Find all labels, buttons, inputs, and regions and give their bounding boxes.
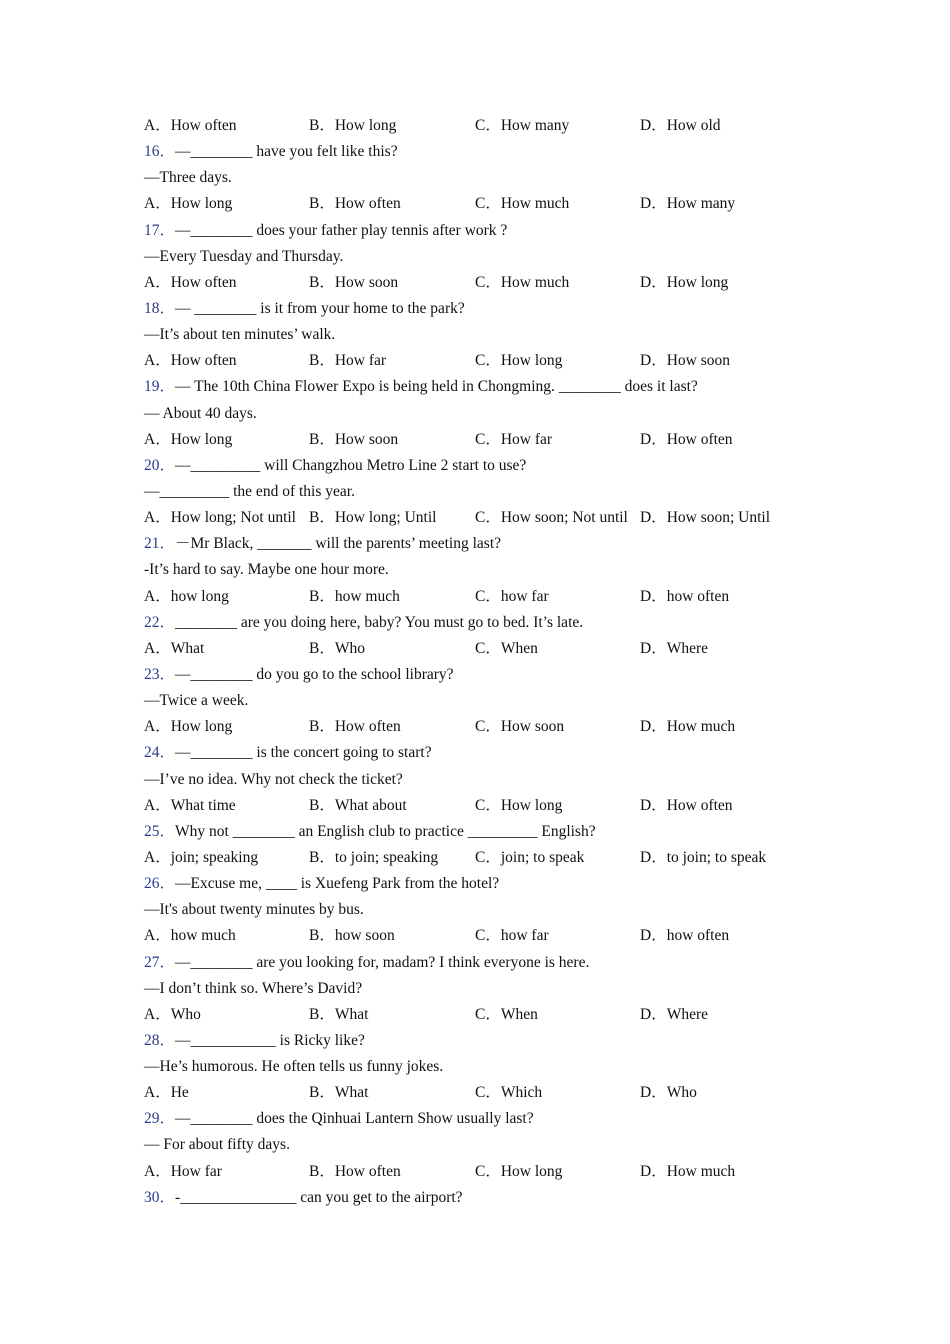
question-stem <box>144 374 804 400</box>
question <box>144 218 804 296</box>
option-a: A．How often <box>144 273 237 291</box>
question-list <box>144 113 804 1211</box>
option-c: C．How long <box>475 352 563 370</box>
question <box>144 610 804 662</box>
question-stem <box>144 139 804 165</box>
option-a: A．What <box>144 639 205 657</box>
question-stem <box>144 218 804 244</box>
option-b: B．how much <box>309 587 400 605</box>
dialogue-line: —Three days. <box>144 169 232 187</box>
question-stem <box>144 740 804 766</box>
question-number: 18． <box>144 299 176 317</box>
option-a: A．how much <box>144 927 236 945</box>
option-a: A．He <box>144 1084 189 1102</box>
options-row <box>144 636 804 662</box>
option-b: B．What <box>309 1084 369 1102</box>
dialogue-line: — About 40 days. <box>144 404 257 422</box>
option-d: D．How many <box>640 195 736 213</box>
option-a: A．How long <box>144 430 233 448</box>
option-b: B．How soon <box>309 273 399 291</box>
dialogue-line: —Twice a week. <box>144 692 249 710</box>
question-text: —________ is the concert going to start? <box>175 744 432 762</box>
options-row <box>144 191 804 217</box>
option-a: A．How long <box>144 718 233 736</box>
question-stem <box>144 819 804 845</box>
option-b: B．How long; Until <box>309 509 437 527</box>
question-stem <box>144 610 804 636</box>
options-row <box>144 845 804 871</box>
option-d: D．how often <box>640 927 730 945</box>
option-b: B．Who <box>309 639 365 657</box>
dialogue-line: —It’s about ten minutes’ walk. <box>144 326 336 344</box>
question <box>144 139 804 217</box>
options-row <box>144 505 804 531</box>
option-d: D．How long <box>640 273 729 291</box>
option-c: C．how far <box>475 927 549 945</box>
option-a: A．How far <box>144 1162 222 1180</box>
question-text: —________ does your father play tennis after work ? <box>175 221 508 239</box>
question <box>144 819 804 871</box>
question-stem <box>144 1185 804 1211</box>
options-row <box>144 113 804 139</box>
question-stem <box>144 453 804 479</box>
option-d: D．Who <box>640 1084 697 1102</box>
option-a: A．Who <box>144 1005 201 1023</box>
option-c: C．How soon; Not until <box>475 509 628 527</box>
dialogue-line: —Every Tuesday and Thursday. <box>144 247 344 265</box>
question-text: —___________ is Ricky like? <box>175 1031 365 1049</box>
question <box>144 740 804 818</box>
question-number: 25． <box>144 822 176 840</box>
dialogue-line: —_________ the end of this year. <box>144 482 355 500</box>
option-b: B．What about <box>309 796 407 814</box>
question <box>144 871 804 949</box>
option-c: C．How much <box>475 273 570 291</box>
option-d: D．Where <box>640 1005 708 1023</box>
option-d: D．How old <box>640 117 721 134</box>
question-number: 23． <box>144 665 176 683</box>
question-text: — The 10th China Flower Expo is being held in Chongming. ________ does it last? <box>175 378 698 396</box>
question-number: 28． <box>144 1031 176 1049</box>
option-c: C．How soon <box>475 718 565 736</box>
question <box>144 374 804 452</box>
option-d: D．Where <box>640 639 708 657</box>
question-number: 30． <box>144 1188 176 1206</box>
options-row <box>144 1080 804 1106</box>
options-row <box>144 1002 804 1028</box>
question-stem <box>144 662 804 688</box>
options-row <box>144 270 804 296</box>
option-a: A．How long; Not until <box>144 509 296 527</box>
option-d: D．How soon <box>640 352 730 370</box>
dialogue-line: —It's about twenty minutes by bus. <box>144 901 364 919</box>
option-c: C．When <box>475 639 538 657</box>
option-c: C．How far <box>475 430 553 448</box>
option-b: B．How long <box>309 117 397 134</box>
option-d: D．How much <box>640 1162 736 1180</box>
question-text: — ________ is it from your home to the park? <box>175 299 465 317</box>
option-c: C．Which <box>475 1084 543 1102</box>
options-row <box>144 1159 804 1185</box>
option-a: A．join; speaking <box>144 848 259 866</box>
option-c: C．How many <box>475 117 570 134</box>
question-text: —________ do you go to the school library? <box>175 665 454 683</box>
option-d: D．how often <box>640 587 730 605</box>
option-c: C．how far <box>475 587 549 605</box>
option-b: B．how soon <box>309 927 395 945</box>
option-c: C．join; to speak <box>475 848 585 866</box>
question-stem <box>144 531 804 557</box>
question <box>144 950 804 1028</box>
option-a: A．how long <box>144 587 229 605</box>
question-number: 16． <box>144 143 176 161</box>
option-b: B．How often <box>309 718 401 736</box>
options-row <box>144 923 804 949</box>
options-row <box>144 793 804 819</box>
question-number: 29． <box>144 1110 176 1128</box>
question <box>144 1028 804 1106</box>
options-row <box>144 348 804 374</box>
option-b: B．How often <box>309 1162 401 1180</box>
question-stem <box>144 1106 804 1132</box>
option-c: C．How long <box>475 796 563 814</box>
option-a: A．How long <box>144 195 233 213</box>
dialogue-line: —He’s humorous. He often tells us funny jokes. <box>144 1058 444 1076</box>
option-d: D．How soon; Until <box>640 509 771 527</box>
option-b: B．What <box>309 1005 369 1023</box>
question-number: 19． <box>144 378 176 396</box>
question <box>144 1185 804 1211</box>
question-number: 27． <box>144 953 176 971</box>
options-row <box>144 584 804 610</box>
option-c: C．How much <box>475 195 570 213</box>
question <box>144 296 804 374</box>
option-c: C．When <box>475 1005 538 1023</box>
question-number: 24． <box>144 744 176 762</box>
question-stem <box>144 296 804 322</box>
question-text: —________ are you looking for, madam? I think everyone is here. <box>175 953 590 971</box>
option-a: A．How often <box>144 352 237 370</box>
option-d: D．How often <box>640 430 733 448</box>
option-c: C．How long <box>475 1162 563 1180</box>
option-b: B．to join; speaking <box>309 848 439 866</box>
dialogue-line: — For about fifty days. <box>144 1136 290 1154</box>
option-b: B．How far <box>309 352 387 370</box>
option-d: D．How much <box>640 718 736 736</box>
question <box>144 662 804 740</box>
question-text: －Mr Black, _______ will the parents’ meeting last? <box>175 535 502 553</box>
question-text: —________ does the Qinhuai Lantern Show usually last? <box>175 1110 534 1128</box>
question-number: 22． <box>144 613 176 631</box>
question-number: 21． <box>144 535 176 553</box>
question-stem <box>144 871 804 897</box>
option-b: B．How often <box>309 195 401 213</box>
question-number: 17． <box>144 221 176 239</box>
question-text: —Excuse me, ____ is Xuefeng Park from the hotel? <box>175 875 500 893</box>
dialogue-line: -It’s hard to say. Maybe one hour more. <box>144 561 389 579</box>
option-d: D．to join; to speak <box>640 848 767 866</box>
dialogue-line: —I’ve no idea. Why not check the ticket? <box>144 770 403 788</box>
question-text: —________ have you felt like this? <box>175 143 398 161</box>
option-a: A．What time <box>144 796 236 814</box>
options-row <box>144 427 804 453</box>
question-stem <box>144 950 804 976</box>
option-b: B．How soon <box>309 430 399 448</box>
question-stem <box>144 1028 804 1054</box>
question-text: ________ are you doing here, baby? You must go to bed. It’s late. <box>175 613 584 631</box>
question <box>144 1106 804 1184</box>
dialogue-line: —I don’t think so. Where’s David? <box>144 979 363 997</box>
question-text: —_________ will Changzhou Metro Line 2 start to use? <box>175 456 527 474</box>
question-number: 26． <box>144 875 176 893</box>
question-number: 20． <box>144 456 176 474</box>
option-a: A．How often <box>144 117 237 134</box>
options-row <box>144 714 804 740</box>
question <box>144 453 804 531</box>
question <box>144 531 804 609</box>
question-text: Why not ________ an English club to practice _________ English? <box>175 822 596 840</box>
option-d: D．How often <box>640 796 733 814</box>
question-text: -_______________ can you get to the airport? <box>175 1188 463 1206</box>
